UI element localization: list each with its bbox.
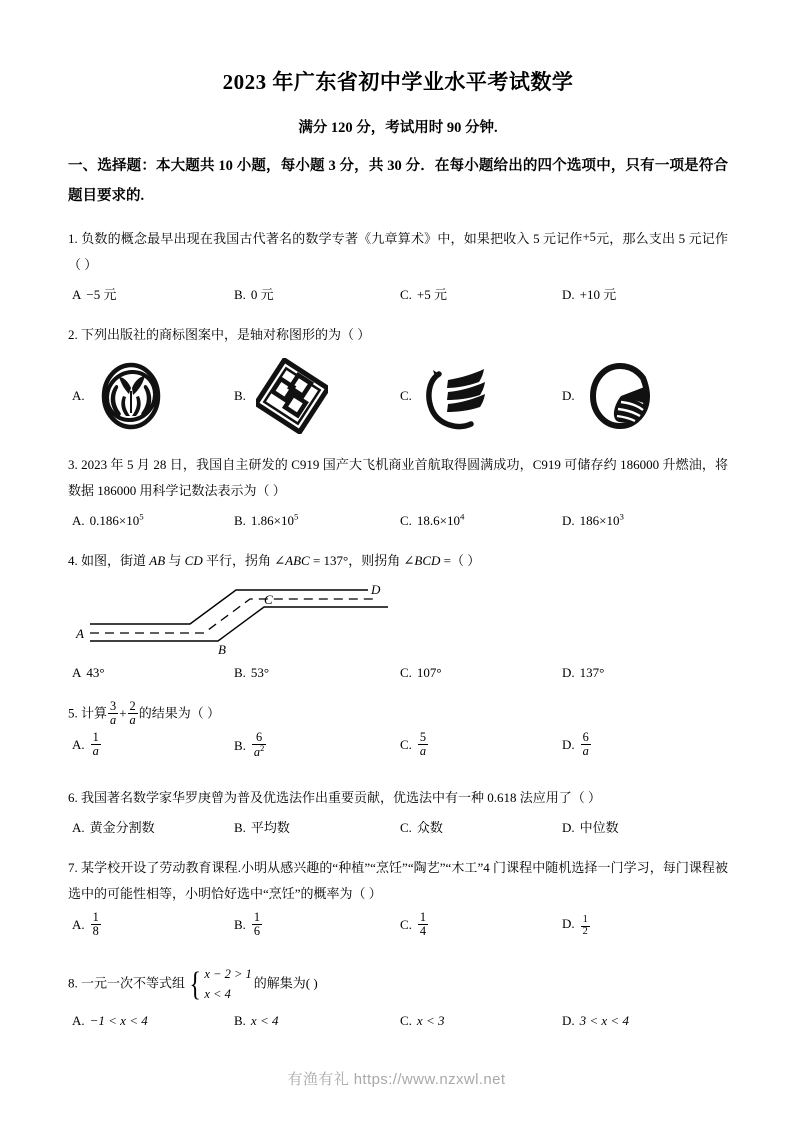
option-1-b-text: 0 元 (250, 287, 274, 303)
option-5-d-numerator: 6 (582, 730, 589, 745)
option-4-a-label: A (72, 665, 82, 681)
question-1-stem-part-b: 元，那么支出 5 元记作（ ） (68, 231, 728, 273)
publisher-logo-circle-wedge-icon (585, 358, 657, 434)
publisher-logo-diamond-quadrants-icon (256, 358, 328, 434)
watermark-brand: 有渔有礼 (287, 1070, 350, 1088)
diagram-label-b: B (218, 642, 226, 657)
question-8-options (68, 1008, 728, 1034)
exam-subtitle: 满分 120 分，考试用时 90 分钟. (298, 120, 498, 136)
option-7-a-fraction (91, 911, 101, 938)
option-2-a[interactable] (72, 354, 167, 438)
option-5-c-denominator: a (419, 744, 427, 759)
option-7-a-label: A. (72, 916, 85, 932)
option-3-c-exponent: 4 (460, 512, 465, 523)
page-title: 2023 年广东省初中学业水平考试数学 (222, 70, 574, 94)
option-2-b[interactable] (234, 354, 328, 438)
question-2 (68, 322, 728, 438)
question-8-stem (68, 965, 728, 1004)
option-7-c[interactable] (400, 911, 429, 938)
question-8-inequality-system (187, 965, 252, 1004)
option-5-d-denominator: a (582, 744, 589, 759)
option-5-b-fraction (252, 731, 266, 759)
question-4-stem-p5: =（ ） (440, 553, 481, 569)
option-4-d-text: 137° (579, 665, 605, 681)
option-5-a-denominator: a (92, 744, 99, 759)
option-3-c[interactable] (400, 508, 464, 534)
option-5-b[interactable] (234, 731, 267, 759)
question-5-fraction-2-numerator: 2 (129, 699, 136, 714)
option-7-c-fraction (418, 911, 428, 938)
question-5-fraction-1 (108, 700, 118, 727)
option-3-d-label: D. (562, 513, 575, 529)
option-1-a[interactable] (72, 282, 116, 308)
option-1-d[interactable] (562, 282, 616, 308)
question-8-inequality-row-2: x < 4 (204, 986, 231, 1001)
question-7 (68, 855, 728, 951)
option-1-c-text: +5 元 (416, 287, 448, 303)
option-1-c-label: C. (400, 287, 412, 303)
option-6-d-text: 中位数 (579, 820, 619, 836)
option-7-c-label: C. (400, 916, 412, 932)
option-4-a-text: 43° (86, 665, 105, 681)
option-1-d-label: D. (562, 287, 575, 303)
option-4-b-text: 53° (250, 665, 270, 681)
option-7-c-denominator: 4 (419, 924, 427, 939)
option-8-c-text: x < 3 (416, 1013, 445, 1029)
question-4-stem (68, 548, 728, 574)
option-8-b-label: B. (234, 1013, 246, 1029)
question-1-options (68, 282, 728, 308)
question-4-stem-p1: 4. 如图，街道 (68, 553, 150, 569)
option-8-b[interactable] (234, 1008, 278, 1034)
footer-watermark (0, 1068, 793, 1089)
option-7-d[interactable] (562, 911, 591, 937)
option-2-d-label: D. (562, 388, 575, 404)
question-7-options (68, 911, 728, 951)
option-4-d-label: D. (562, 665, 575, 681)
question-5-fraction-1-denominator: a (110, 713, 117, 728)
question-4-options (68, 660, 728, 686)
option-6-d[interactable] (562, 815, 619, 841)
question-4-stem-p3: 平行，拐角 ∠ (202, 553, 286, 569)
option-6-a-label: A. (72, 820, 85, 836)
diagram-label-a: A (76, 626, 84, 642)
option-3-a-label: A. (72, 513, 85, 529)
option-8-c[interactable] (400, 1008, 444, 1034)
question-8-stem-p1: 8. 一元一次不等式组 (68, 975, 186, 991)
option-3-a[interactable] (72, 508, 144, 534)
option-8-a-label: A. (72, 1013, 85, 1029)
option-8-a[interactable] (72, 1008, 148, 1034)
option-6-c-text: 众数 (416, 820, 443, 836)
option-5-c-fraction (418, 731, 428, 758)
option-5-a[interactable] (72, 731, 102, 758)
option-4-b[interactable] (234, 660, 269, 686)
question-4 (68, 548, 728, 686)
watermark-url: https://www.nzxwl.net (353, 1071, 506, 1088)
option-7-b-denominator: 6 (253, 924, 261, 939)
option-5-b-denominator-exponent: 2 (260, 744, 265, 754)
question-5-operator: + (119, 705, 127, 721)
option-8-d-label: D. (562, 1013, 575, 1029)
option-7-d-fraction (581, 915, 590, 938)
question-2-stem: 2. 下列出版社的商标图案中，是轴对称图形的为（ ） (68, 327, 371, 343)
question-1 (68, 225, 728, 308)
option-5-a-fraction (91, 731, 101, 758)
option-3-d-exponent: 3 (619, 512, 624, 523)
page-content (68, 0, 728, 1034)
option-6-c[interactable] (400, 815, 443, 841)
publisher-logo-book-swoosh-icon (422, 358, 494, 434)
option-3-a-mantissa: 0.186×10 (89, 513, 140, 529)
option-8-d-text: 3 < x < 4 (579, 1013, 629, 1029)
option-2-c-label: C. (400, 388, 412, 404)
option-4-a[interactable] (72, 660, 105, 686)
question-5-fraction-2 (128, 700, 138, 727)
option-5-b-label: B. (234, 737, 246, 753)
option-7-c-numerator: 1 (419, 910, 427, 925)
question-5-fraction-2-denominator: a (129, 713, 136, 728)
option-8-d[interactable] (562, 1008, 629, 1034)
option-7-d-numerator: 1 (582, 913, 588, 925)
option-3-b-exponent: 5 (294, 512, 299, 523)
option-2-b-label: B. (234, 388, 246, 404)
diagram-label-d: D (371, 582, 381, 598)
option-4-b-label: B. (234, 665, 246, 681)
option-1-a-label: A (72, 287, 82, 303)
section-heading: 一、选择题：本大题共 10 小题，每小题 3 分，共 30 分．在每小题给出的四个选项中，只有一项是符合题目要求的. (68, 158, 728, 204)
question-3-stem: 3. 2023 年 5 月 28 日，我国自主研发的 C919 国产大飞机商业首航取得圆满成功，C919 可储存约 186000 升燃油，将数据 186000 用科学记数法表示为（ ） (68, 457, 728, 499)
option-3-c-label: C. (400, 513, 412, 529)
option-3-a-exponent: 5 (139, 512, 144, 523)
question-6-options (68, 815, 728, 841)
option-7-d-denominator: 2 (582, 925, 588, 937)
option-6-a-text: 黄金分割数 (89, 820, 155, 836)
question-5-stem-p3: 的结果为（ ） (138, 705, 220, 721)
diagram-label-c: C (264, 592, 273, 608)
option-7-b[interactable] (234, 911, 263, 938)
option-6-d-label: D. (562, 820, 575, 836)
publisher-logo-sprout-in-hands-icon (95, 358, 167, 434)
question-4-stem-p4: = 137°，则拐角 ∠ (309, 553, 415, 569)
option-3-b-mantissa: 1.86×10 (250, 513, 295, 529)
option-5-a-label: A. (72, 736, 85, 752)
option-8-c-label: C. (400, 1013, 412, 1029)
option-7-a-numerator: 1 (92, 910, 99, 925)
option-7-b-numerator: 1 (253, 910, 261, 925)
option-6-b[interactable] (234, 815, 290, 841)
question-8-stem-p2: 的解集为( ) (253, 975, 318, 991)
option-3-d-mantissa: 186×10 (579, 513, 620, 529)
option-5-a-numerator: 1 (92, 730, 99, 745)
option-2-d[interactable] (562, 354, 657, 438)
option-5-c[interactable] (400, 731, 429, 758)
option-3-d[interactable] (562, 508, 624, 534)
option-6-b-text: 平均数 (250, 820, 290, 836)
question-6-stem: 6. 我国著名数学家华罗庚曾为普及优选法作出重要贡献，优选法中有一种 0.618 法应用了（ ） (68, 790, 602, 806)
question-8 (68, 965, 728, 1034)
option-6-a[interactable] (72, 815, 155, 841)
option-5-d-label: D. (562, 736, 575, 752)
option-7-a-denominator: 8 (92, 924, 99, 939)
option-4-c-label: C. (400, 665, 412, 681)
option-1-b-label: B. (234, 287, 246, 303)
option-1-b[interactable] (234, 282, 274, 308)
option-5-b-denominator: $a^2$ (253, 744, 265, 760)
option-5-c-numerator: 5 (419, 730, 427, 745)
question-2-options (68, 354, 728, 438)
question-6 (68, 785, 728, 841)
option-4-c-text: 107° (416, 665, 442, 681)
question-4-var-cd: CD (184, 553, 203, 569)
option-3-b[interactable] (234, 508, 298, 534)
question-8-inequality-row-1: x − 2 > 1 (204, 967, 252, 982)
option-7-d-label: D. (562, 916, 575, 932)
option-2-a-label: A. (72, 388, 85, 404)
left-brace-icon: { (189, 966, 201, 1004)
question-4-var-bcd: BCD (414, 553, 441, 569)
parallel-street-diagram (68, 576, 728, 656)
question-4-stem-p2: 与 (165, 553, 185, 569)
option-1-a-text: −5 元 (86, 287, 117, 303)
option-8-b-text: x < 4 (250, 1013, 279, 1029)
option-3-b-label: B. (234, 513, 246, 529)
question-1-stem (68, 225, 728, 278)
question-3-options (68, 508, 728, 534)
question-5-options (68, 731, 728, 771)
option-7-a[interactable] (72, 911, 102, 938)
question-4-var-ab: AB (149, 553, 166, 569)
option-1-d-text: +10 元 (579, 287, 617, 303)
option-6-b-label: B. (234, 820, 246, 836)
option-5-b-numerator: 6 (256, 730, 263, 745)
option-8-a-text: −1 < x < 4 (89, 1013, 148, 1029)
option-6-c-label: C. (400, 820, 412, 836)
option-7-b-label: B. (234, 916, 246, 932)
option-1-c[interactable] (400, 282, 447, 308)
question-1-stem-part-a: 1. 负数的概念最早出现在我国古代著名的数学专著《九章算术》中，如果把收入 5 元记作 (68, 231, 583, 247)
option-7-b-fraction (252, 911, 262, 938)
question-5-stem-p1: 5. 计算 (68, 705, 108, 721)
question-7-stem: 7. 某学校开设了劳动教育课程.小明从感兴趣的“种植”“烹饪”“陶艺”“木工”4 门课程中随机选择一门学习，每门课程被选中的可能性相等，小明恰好选中“烹饪”的概率为（ ） (68, 860, 728, 902)
option-5-d-fraction (581, 731, 591, 758)
question-3 (68, 452, 728, 534)
question-1-superscript-value: +5 (582, 230, 596, 245)
option-2-c[interactable] (400, 354, 494, 438)
question-5-fraction-1-numerator: 3 (110, 699, 117, 714)
option-4-d[interactable] (562, 660, 604, 686)
question-5-stem (68, 700, 728, 727)
option-5-d[interactable] (562, 731, 592, 758)
question-5 (68, 700, 728, 771)
question-4-var-abc: ABC (285, 553, 310, 569)
option-5-c-label: C. (400, 736, 412, 752)
option-3-c-mantissa: 18.6×10 (416, 513, 461, 529)
option-4-c[interactable] (400, 660, 442, 686)
